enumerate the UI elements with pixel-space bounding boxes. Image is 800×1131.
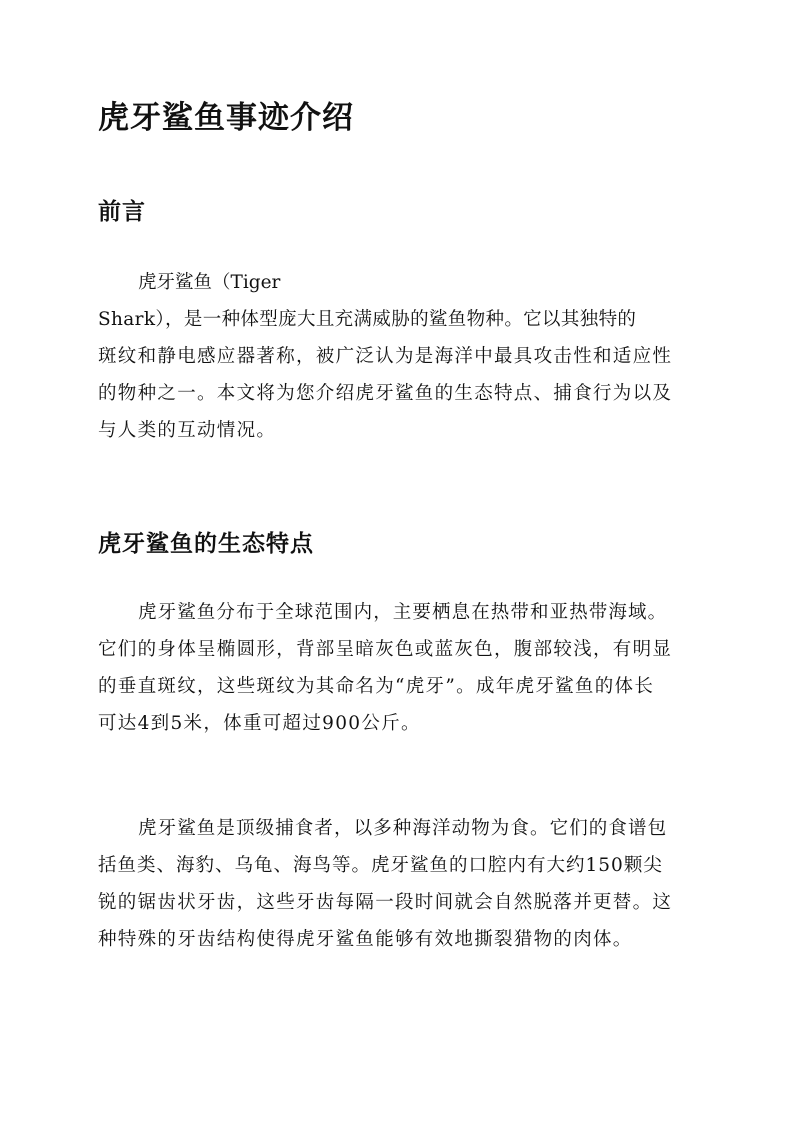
paragraph-line: 斑纹和静电感应器著称，被广泛认为是海洋中最具攻击性和适应性 (98, 346, 673, 367)
paragraph-line: 括鱼类、海豹、乌龟、海鸟等。虎牙鲨鱼的口腔内有大约150颗尖 (98, 855, 663, 876)
paragraph-line: 的物种之一。本文将为您介绍虎牙鲨鱼的生态特点、捕食行为以及 (98, 383, 673, 404)
section-heading-ecology: 虎牙鲨鱼的生态特点 (98, 530, 314, 557)
document-title: 虎牙鲨鱼事迹介绍 (98, 100, 354, 136)
paragraph-line: 它们的身体呈椭圆形，背部呈暗灰色或蓝灰色，腹部较浅，有明显 (98, 639, 673, 660)
ecology-paragraph-1 (98, 594, 702, 742)
ecology-paragraph-2 (98, 810, 702, 958)
section-heading-preface: 前言 (98, 198, 146, 225)
paragraph-line: 虎牙鲨鱼是顶级捕食者，以多种海洋动物为食。它们的食谱包 (138, 818, 668, 839)
paragraph-line: 可达4到5米，体重可超过900公斤。 (98, 713, 421, 734)
paragraph-line: 的垂直斑纹，这些斑纹为其命名为“虎牙”。成年虎牙鲨鱼的体长 (98, 676, 655, 697)
paragraph-line: 与人类的互动情况。 (98, 420, 277, 441)
paragraph-line: 虎牙鲨鱼（Tiger (138, 272, 281, 293)
paragraph-line: Shark），是一种体型庞大且充满威胁的鲨鱼物种。它以其独特的 (98, 309, 637, 330)
paragraph-line: 锐的锯齿状牙齿，这些牙齿每隔一段时间就会自然脱落并更替。这 (98, 892, 673, 913)
paragraph-line: 种特殊的牙齿结构使得虎牙鲨鱼能够有效地撕裂猎物的肉体。 (98, 929, 633, 950)
preface-paragraph (98, 264, 702, 449)
paragraph-line: 虎牙鲨鱼分布于全球范围内，主要栖息在热带和亚热带海域。 (138, 602, 668, 623)
